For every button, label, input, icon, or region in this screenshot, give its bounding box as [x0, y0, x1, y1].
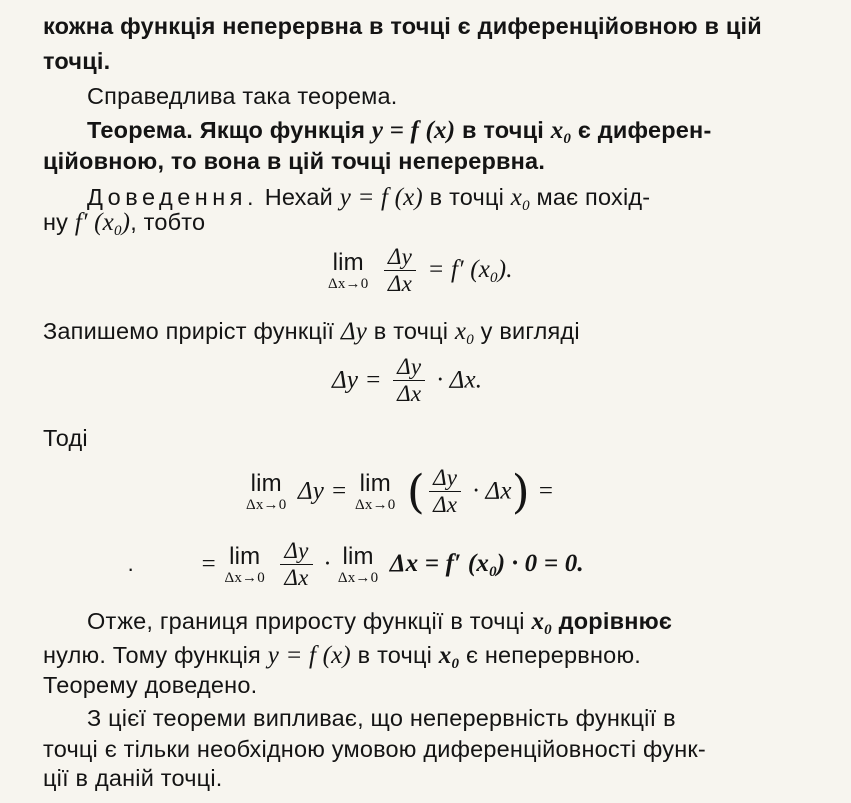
text-line-11: нулю. Тому функція y = f (x) в точці $x_0$ є неперервною. [43, 642, 641, 672]
text-line-12: Теорему доведено. [43, 672, 258, 698]
equation-limit-derivative: lim Δx→0 $\frac{\Delta y}{\Delta x}$ = f′ $(x_0)$. [328, 244, 513, 296]
equation-result: = lim Δx→0 $\frac{\Delta y}{\Delta x}$ · lim Δx→0 Δx = f′ $(x_0) \cdot 0 = 0$. [200, 538, 584, 590]
equation-limit-delta-y: lim Δx→0 Δy = lim Δx→0 ( $\frac{\Delta y}{\Delta x}$ · Δx) = [246, 464, 555, 519]
text-fragment: в точці [462, 117, 544, 143]
text-line-14: точці є тільки необхідною умовою диференційовності функ- [43, 736, 706, 762]
theorem-label: Теорема. Якщо функція [87, 117, 366, 143]
proof-line-1: Доведення. Нехай y = f (x) в точці $x_0$ має похід- [87, 184, 651, 214]
text-fragment: є диферен- [577, 117, 712, 143]
text-line-2: точці. [43, 48, 111, 74]
math-x0: $x_0$ [550, 117, 572, 147]
math-x0: $x_0$ [510, 184, 530, 214]
text-line-1: кожна функція неперервна в точці є диференційовною в цій [43, 13, 762, 39]
stray-dot: · [127, 556, 135, 581]
text-line-13: З цієї теореми випливає, що неперервність функції в [87, 705, 676, 731]
text-line-3: Справедлива така теорема. [87, 83, 398, 109]
math-y-f-x: y = f (x) [339, 184, 423, 211]
math-y-f-x: y = f (x) [371, 117, 456, 144]
proof-label: Доведення. [87, 184, 259, 210]
proof-line-2: ну f′ $(x_0)$, тобто [43, 209, 206, 239]
text-line-9: Тоді [43, 425, 88, 451]
text-line-15: ції в даній точці. [43, 765, 223, 791]
text-line-8: Запишемо приріст функції Δy в точці $x_0$ у вигляді [43, 318, 580, 348]
math-f-prime-x0: f′ $(x_0)$ [74, 209, 131, 239]
text-line-10: Отже, границя приросту функції в точці $x_0$ дорівнює [87, 608, 673, 638]
theorem-line-2: ційовною, то вона в цій точці неперервна. [43, 148, 546, 174]
equation-increment: Δy = $\frac{\Delta y}{\Delta x}$ · Δx. [332, 354, 483, 406]
